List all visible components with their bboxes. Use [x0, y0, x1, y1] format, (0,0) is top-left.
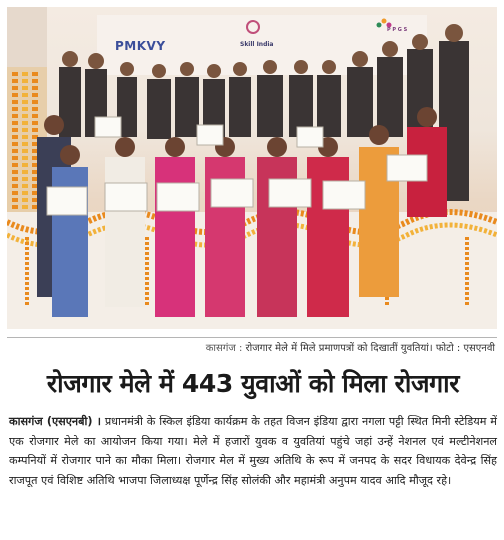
pmkvy-banner-logo: PMKVY	[115, 39, 166, 53]
caption-text: रोजगार मेले में मिले प्रमाणपत्रों को दिखातीं युवतियां। फोटो : एसएनवी	[245, 343, 495, 354]
skill-india-banner-logo: Skill India	[240, 41, 274, 48]
photo-caption	[206, 340, 495, 354]
news-photo	[7, 7, 497, 329]
article-text: प्रधानमंत्री के स्किल इंडिया कार्यक्रम के तहत विजन इंडिया द्वारा नगला पट्टी स्थित मिनी स्टेडियम में एक रोजगार मेले का आयोजन किया गया। मेले में हजारों युवक व युवतियां पहुंचे जहां उन्हें नेशनल एवं मल्टीनेशनल कम्पनियों में रोजगार पाने का मौका मिला। रोजगार मेल में मुख्य अतिथि के रूप में जनपद के सदर विधायक देवेन्द्र सिंह राजपूत एवं विशिष्ट अतिथि भाजपा जिलाध्यक्ष पूर्णेन्द्र सिंह सोलंकी और महामंत्री अनुपम यादव आदि मौजूद रहे।	[9, 415, 498, 487]
headline: रोजगार मेले में 443 युवाओं को मिला रोजगार	[46, 369, 460, 398]
dateline: कासगंज (एसएनबी) ।	[9, 415, 101, 428]
caption-divider	[7, 337, 497, 338]
ppgs-banner-logo: P P G S	[387, 27, 408, 33]
photo-illustration	[7, 7, 497, 329]
caption-place: कासगंज :	[205, 343, 243, 354]
article-body	[9, 412, 497, 490]
